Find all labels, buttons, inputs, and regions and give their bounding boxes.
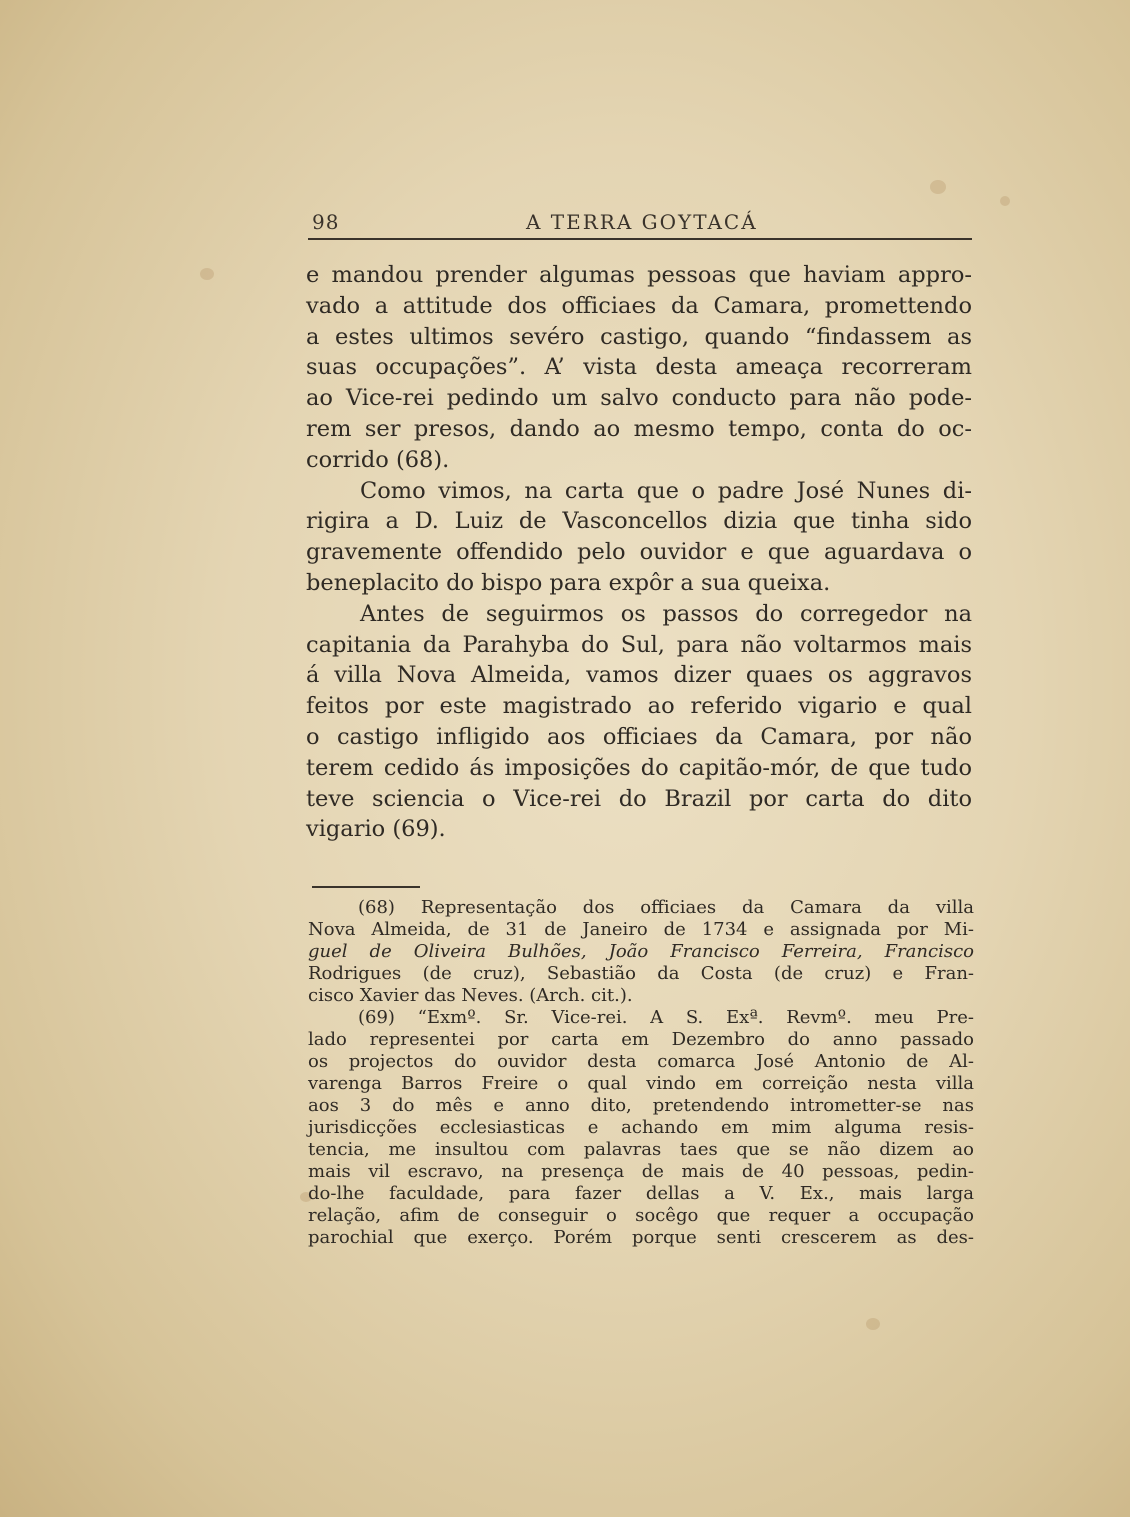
page-number: 98 [312,210,340,234]
running-title: A TERRA GOYTACÁ [526,210,758,234]
text-line: a estes ultimos sevéro castigo, quando “findassem as [306,323,972,350]
footnote-line: Nova Almeida, de 31 de Janeiro de 1734 e assignada por Mi- [308,919,974,940]
text-line: ao Vice-rei pedindo um salvo conducto para não pode- [306,385,972,412]
footnotes [308,897,974,1249]
text-line: beneplacito do bispo para expôr a sua queixa. [306,569,831,596]
footnote-line: do-lhe faculdade, para fazer dellas a V. Ex., mais larga [308,1183,974,1204]
main-text [306,260,972,845]
paper-stain [930,180,946,194]
text-line: o castigo infligido aos officiaes da Camara, por não [306,723,972,750]
footnote-line: parochial que exerço. Porém porque senti crescerem as des- [308,1227,974,1248]
text-line: rem ser presos, dando ao mesmo tempo, conta do oc- [306,415,972,442]
footnote-line: cisco Xavier das Neves. (Arch. cit.). [308,985,633,1006]
page-header [308,208,972,240]
footnote-line: (68) Representação dos officiaes da Camara da villa [358,897,974,918]
footnote-line: lado representei por carta em Dezembro do anno passado [308,1029,974,1050]
text-line: suas occupações”. A’ vista desta ameaça recorreram [306,354,972,381]
footnote-line: (69) “Exmº. Sr. Vice-rei. A S. Exª. Revmº. meu Pre- [358,1007,974,1028]
text-line: terem cedido ás imposições do capitão-mór, de que tudo [306,754,972,781]
footnote-divider [312,886,420,888]
text-line: e mandou prender algumas pessoas que haviam appro- [306,262,972,288]
footnote-line: aos 3 do mês e anno dito, pretendendo intrometter-se nas [308,1095,974,1116]
footnote-line: varenga Barros Freire o qual vindo em correição nesta villa [308,1073,974,1094]
text-line: gravemente offendido pelo ouvidor e que aguardava o [306,539,972,566]
text-line: Antes de seguirmos os passos do corregedor na [360,600,972,627]
paper-stain [866,1318,880,1330]
text-line: vigario (69). [306,816,446,843]
footnote-line: tencia, me insultou com palavras taes que se não dizem ao [308,1139,974,1160]
paper-stain [1000,196,1010,206]
text-line: teve sciencia o Vice-rei do Brazil por carta do dito [306,785,972,812]
footnote-line: Rodrigues (de cruz), Sebastião da Costa (de cruz) e Fran- [308,963,974,984]
text-line: rigira a D. Luiz de Vasconcellos dizia que tinha sido [306,508,972,535]
text-line: á villa Nova Almeida, vamos dizer quaes os aggravos [306,662,972,689]
footnote-line: mais vil escravo, na presença de mais de 40 pessoas, pedin- [308,1161,974,1182]
text-line: vado a attitude dos officiaes da Camara, promettendo [306,292,972,319]
text-line: capitania da Parahyba do Sul, para não voltarmos mais [306,631,972,658]
footnote-line: guel de Oliveira Bulhões, João Francisco Ferreira, Francisco [308,941,974,962]
paper-stain [200,268,214,280]
text-line: feitos por este magistrado ao referido vigario e qual [306,693,972,720]
text-line: Como vimos, na carta que o padre José Nunes di- [360,477,972,504]
footnote-line: relação, afim de conseguir o socêgo que requer a occupação [308,1205,974,1226]
footnote-line: jurisdicções ecclesiasticas e achando em mim alguma resis- [308,1117,974,1138]
footnote-line: os projectos do ouvidor desta comarca José Antonio de Al- [308,1051,974,1072]
text-line: corrido (68). [306,446,450,473]
